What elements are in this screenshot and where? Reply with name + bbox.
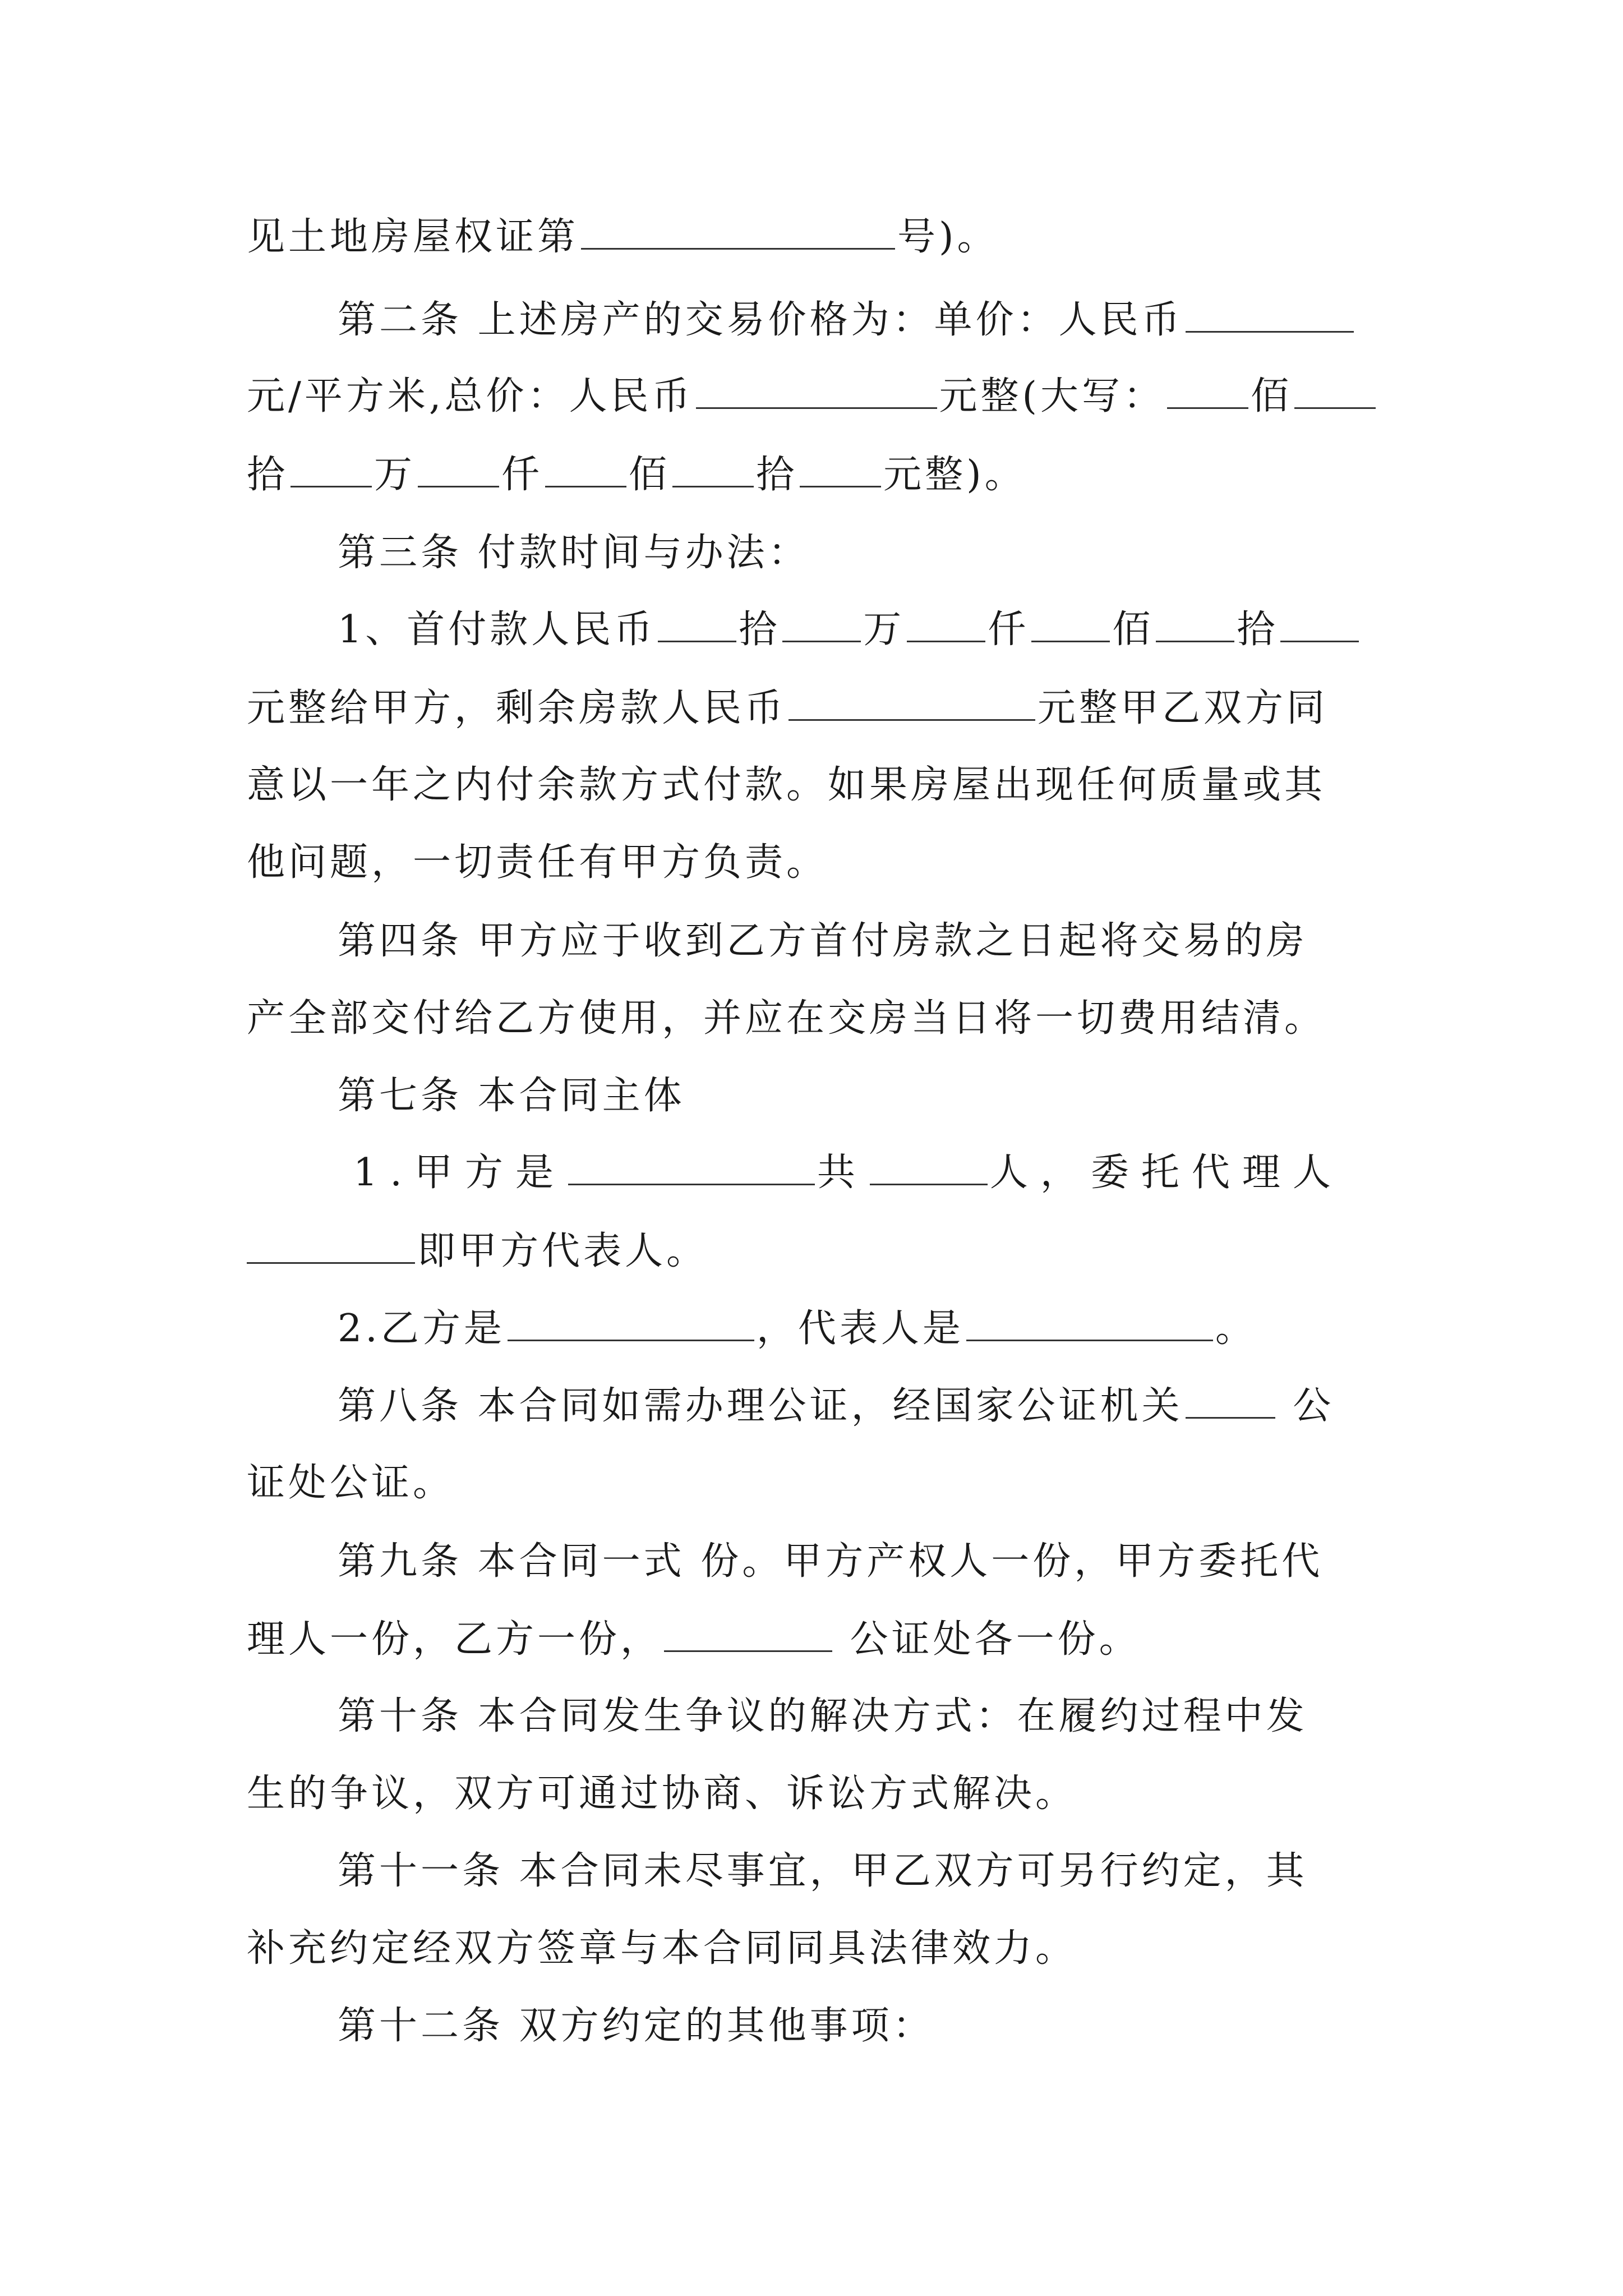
fill-in-blank bbox=[907, 601, 985, 642]
text-run: 他问题，一切责任有甲方负责。 bbox=[247, 840, 828, 885]
fill-in-blank bbox=[545, 447, 626, 487]
fill-in-blank bbox=[789, 680, 1035, 721]
text-run: 证处公证。 bbox=[247, 1461, 455, 1505]
text-line bbox=[247, 1921, 1396, 1977]
fill-in-blank bbox=[1167, 368, 1248, 409]
text-run: 元整(大写： bbox=[939, 374, 1165, 418]
text-run: 第三条 付款时间与办法： bbox=[338, 531, 810, 575]
text-run: 共 bbox=[817, 1151, 868, 1195]
text-line bbox=[247, 1766, 1396, 1822]
fill-in-blank bbox=[870, 1144, 988, 1185]
text-run: 。 bbox=[1215, 1306, 1257, 1351]
text-line bbox=[338, 1534, 1398, 1590]
text-line bbox=[247, 680, 1396, 736]
fill-in-blank bbox=[1031, 601, 1110, 642]
fill-in-blank bbox=[508, 1300, 754, 1341]
text-run: 补充约定经双方签章与本合同同具法律效力。 bbox=[247, 1926, 1077, 1971]
text-line bbox=[338, 1688, 1398, 1745]
text-line bbox=[338, 1998, 1398, 2054]
fill-in-blank bbox=[966, 1300, 1213, 1341]
text-line bbox=[247, 447, 1396, 503]
text-line bbox=[338, 525, 1398, 581]
text-run: 产全部交付给乙方使用，并应在交房当日将一切费用结清。 bbox=[247, 996, 1326, 1041]
fill-in-blank bbox=[1294, 368, 1376, 409]
fill-in-blank bbox=[1156, 601, 1234, 642]
text-line bbox=[247, 991, 1396, 1047]
fill-in-blank bbox=[418, 447, 499, 487]
text-run: 元/平方米,总价：人民币 bbox=[247, 374, 694, 418]
text-run: 1、首付款人民币 bbox=[338, 608, 656, 652]
text-line bbox=[338, 1378, 1398, 1434]
fill-in-blank bbox=[291, 447, 372, 487]
text-run: 拾 bbox=[739, 608, 781, 652]
text-run: 第二条 上述房产的交易价格为：单价：人民币 bbox=[338, 298, 1183, 342]
text-run: 拾 bbox=[247, 453, 289, 497]
text-run: 第十一条 本合同未尽事宜，甲乙双方可另行约定，其 bbox=[338, 1849, 1308, 1893]
text-run: 拾 bbox=[1237, 608, 1279, 652]
text-run: 2.乙方是 bbox=[338, 1306, 505, 1351]
text-run: 第十二条 双方约定的其他事项： bbox=[338, 2004, 934, 2048]
text-run: 元整甲乙双方同 bbox=[1038, 686, 1329, 730]
text-line bbox=[247, 368, 1396, 424]
fill-in-blank bbox=[672, 447, 754, 487]
text-run: 第七条 本合同主体 bbox=[338, 1074, 685, 1118]
text-run: 意以一年之内付余款方式付款。如果房屋出现任何质量或其 bbox=[247, 763, 1326, 807]
text-run: 第九条 本合同一式 份。甲方产权人一份，甲方委托代 bbox=[338, 1539, 1324, 1584]
fill-in-blank bbox=[782, 601, 861, 642]
text-run: 佰 bbox=[1251, 374, 1293, 418]
fill-in-blank bbox=[1280, 601, 1359, 642]
text-run: 仟 bbox=[988, 608, 1030, 652]
text-line bbox=[247, 1611, 1396, 1667]
text-run: ，代表人是 bbox=[756, 1306, 964, 1351]
text-run: 公 bbox=[1277, 1384, 1335, 1428]
text-run: 生的争议，双方可通过协商、诉讼方式解决。 bbox=[247, 1772, 1077, 1816]
text-line bbox=[338, 292, 1398, 348]
text-run: 即甲方代表人。 bbox=[417, 1229, 708, 1273]
text-line bbox=[338, 1300, 1398, 1356]
fill-in-blank bbox=[800, 447, 881, 487]
text-run: 万 bbox=[374, 453, 416, 497]
fill-in-blank bbox=[568, 1144, 815, 1185]
text-run: 公证处各一份。 bbox=[834, 1617, 1141, 1662]
text-line bbox=[353, 1144, 1398, 1200]
text-line bbox=[247, 209, 1396, 265]
text-run: 1.甲方是 bbox=[353, 1151, 566, 1195]
text-line bbox=[247, 1455, 1396, 1511]
text-run: 佰 bbox=[629, 453, 671, 497]
text-run: 号)。 bbox=[897, 215, 999, 259]
text-run: 元整)。 bbox=[883, 453, 1026, 497]
text-run: 第八条 本合同如需办理公证，经国家公证机关 bbox=[338, 1384, 1183, 1428]
text-run: 万 bbox=[863, 608, 905, 652]
text-run: 第四条 甲方应于收到乙方首付房款之日起将交易的房 bbox=[338, 919, 1308, 963]
text-line bbox=[338, 1843, 1398, 1899]
fill-in-blank bbox=[247, 1223, 415, 1264]
fill-in-blank bbox=[1186, 1378, 1275, 1419]
text-line bbox=[247, 835, 1396, 891]
text-line bbox=[247, 1223, 1396, 1279]
fill-in-blank bbox=[664, 1611, 832, 1652]
text-run: 见土地房屋权证第 bbox=[247, 215, 579, 259]
fill-in-blank bbox=[1186, 292, 1354, 333]
text-run: 元整给甲方，剩余房款人民币 bbox=[247, 686, 787, 730]
fill-in-blank bbox=[581, 209, 895, 250]
text-line bbox=[338, 1068, 1398, 1124]
text-line bbox=[247, 757, 1396, 813]
text-run: 佰 bbox=[1112, 608, 1154, 652]
text-run: 拾 bbox=[756, 453, 798, 497]
text-line bbox=[338, 601, 1398, 657]
text-run: 理人一份，乙方一份， bbox=[247, 1617, 662, 1662]
fill-in-blank bbox=[658, 601, 736, 642]
text-line bbox=[338, 913, 1398, 969]
text-run: 人，委托代理人 bbox=[989, 1151, 1343, 1195]
text-run: 第十条 本合同发生争议的解决方式：在履约过程中发 bbox=[338, 1694, 1308, 1738]
fill-in-blank bbox=[696, 368, 937, 409]
text-run: 仟 bbox=[501, 453, 543, 497]
